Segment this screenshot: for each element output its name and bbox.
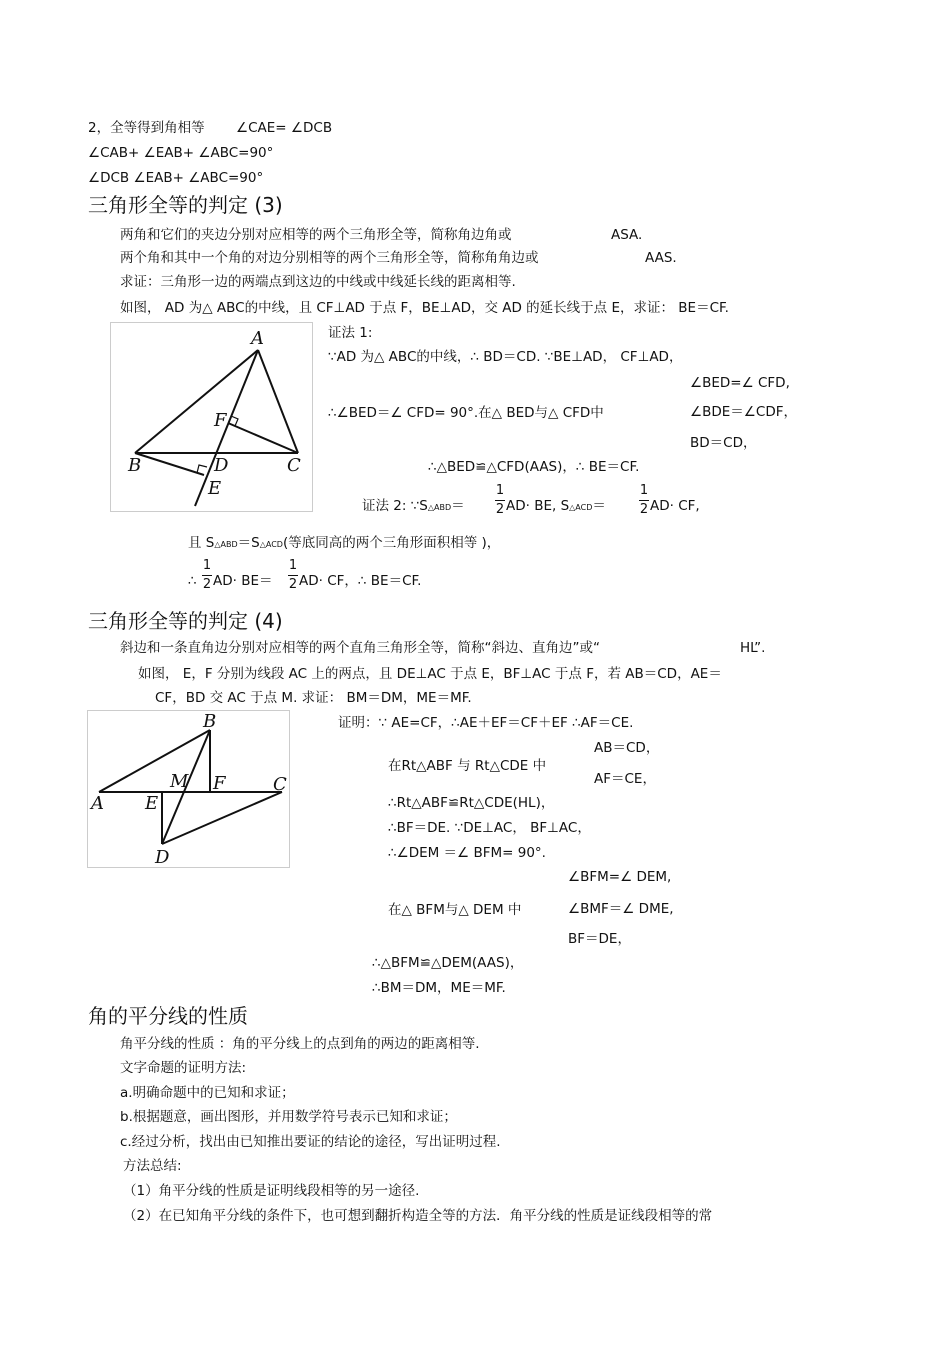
text-line: （1）角平分线的性质是证明线段相等的另一途径. [123,1183,420,1199]
fraction-denominator: 2 [288,577,298,592]
text-line: ∴△BFM≌△DEM(AAS)， [372,955,524,971]
label-E: E [145,793,159,814]
text-line: AF＝CE， [594,771,656,787]
text-line: AD· BE＝ [213,573,273,589]
quadrilateral-figure-2 [87,710,290,868]
label-B: B [128,455,142,476]
text-line: ∴∠BED＝∠ CFD= 90°.在△ BED与△ CFD中 [328,405,604,421]
text-line: c.经过分析，找出由已知推出要证的结论的途径，写出证明过程. [120,1134,501,1150]
section-heading: 三角形全等的判定 (4) [88,609,283,633]
fraction-bar [202,575,212,576]
label-B: B [203,711,217,732]
text-line: 在Rt△ABF 与 Rt△CDE 中 [388,758,547,774]
text-line: （2）在已知角平分线的条件下，也可想到翻折构造全等的方法．角平分线的性质是证线段相等的常 [123,1208,713,1224]
text-line: AB＝CD， [594,740,660,756]
text-line: ∴△BED≌△CFD(AAS)，∴ BE＝CF. [428,459,640,475]
fraction-bar [288,575,298,576]
text-line: AD· CF, [650,498,700,514]
text-line: 两角和它们的夹边分别对应相等的两个三角形全等，简称角边角或 [120,227,512,243]
text-line: 如图， AD 为△ ABC的中线，且 CF⊥AD 于点 F，BE⊥AD，交 AD 的延长线于点 E，求证： BE＝CF. [120,300,729,316]
label-A: A [251,328,264,349]
text-line: 角平分线的性质 ：角的平分线上的点到角的两边的距离相等. [120,1036,480,1052]
fraction-denominator: 2 [202,577,212,592]
label-D: D [155,847,170,868]
text-line: ∴ [188,573,197,589]
text-line: 斜边和一条直角边分别对应相等的两个直角三角形全等，简称“斜边、直角边”或“ [120,640,600,656]
label-M: M [170,771,189,792]
text-line: 证明：∵ AE=CF，∴AE＋EF＝CF＋EF ∴AF＝CE. [338,715,634,731]
fraction-denominator: 2 [495,502,505,517]
text-line: CF，BD 交 AC 于点 M. 求证： BM＝DM，ME＝MF. [155,690,472,706]
text-line: ∵AD 为△ ABC的中线，∴ BD＝CD. ∵BE⊥AD， CF⊥AD， [328,349,683,365]
text-line: ∴BM＝DM，ME＝MF. [372,980,506,996]
text-line: 求证：三角形一边的两端点到这边的中线或中线延长线的距离相等. [120,274,516,290]
text-line: 如图， E，F 分别为线段 AC 上的两点，且 DE⊥AC 于点 E，BF⊥AC 于点 F，若 AB＝CD，AE＝ [138,666,722,682]
fraction-bar [639,500,649,501]
text-line: ∴BF＝DE. ∵DE⊥AC， BF⊥AC， [388,820,591,836]
text-line: AAS. [645,250,677,266]
section-heading: 三角形全等的判定 (3) [88,193,283,217]
section-heading: 角的平分线的性质 [88,1004,248,1028]
text-line: 证法 2: ∵S△ABD＝ [362,498,465,514]
label-C: C [273,774,287,795]
text-line: 文字命题的证明方法: [120,1060,247,1076]
text-line: 证法 1: [328,325,373,341]
text-line: ∴Rt△ABF≌Rt△CDE(HL)， [388,795,555,811]
text-line: AD· BE, S△ACD＝ [506,498,606,514]
label-F: F [214,410,227,431]
fraction-numerator: 1 [495,483,505,498]
text-line: ∠BMF＝∠ DME, [568,901,674,917]
fraction-numerator: 1 [288,558,298,573]
text-line: ∠CAB+ ∠EAB+ ∠ABC=90° [88,145,274,161]
text-line: HL”. [740,640,766,656]
label-D: D [214,455,229,476]
text-line: 在△ BFM与△ DEM 中 [388,902,522,918]
fraction-numerator: 1 [202,558,212,573]
fraction-denominator: 2 [639,502,649,517]
text-line: ∠BFM=∠ DEM, [568,869,672,885]
fraction-numerator: 1 [639,483,649,498]
label-E: E [208,478,222,499]
text-line: a.明确命题中的已知和求证； [120,1085,295,1101]
text-line: ASA. [611,227,643,243]
text-line: AD· CF，∴ BE＝CF. [299,573,422,589]
text-line: BD＝CD， [690,435,757,451]
text-line: 2，全等得到角相等 [88,120,205,136]
text-line: BF＝DE， [568,931,631,947]
label-C: C [287,455,301,476]
fraction-bar [495,500,505,501]
triangle-figure-1 [110,322,313,512]
text-line: ∠BDE＝∠CDF， [690,404,797,420]
label-A: A [91,793,104,814]
text-line: ∠CAE= ∠DCB [236,120,333,136]
text-line: ∠BED=∠ CFD, [690,375,790,391]
text-line: 两个角和其中一个角的对边分别相等的两个三角形全等，简称角角边或 [120,250,539,266]
text-line: ∴∠DEM ＝∠ BFM= 90°. [388,845,546,861]
text-line: 方法总结: [123,1158,182,1174]
label-F: F [213,773,226,794]
text-line: 且 S△ABD＝S△ACD(等底同高的两个三角形面积相等 )， [188,535,501,551]
text-line: b.根据题意，画出图形，并用数学符号表示已知和求证； [120,1109,457,1125]
text-line: ∠DCB ∠EAB+ ∠ABC=90° [88,170,264,186]
